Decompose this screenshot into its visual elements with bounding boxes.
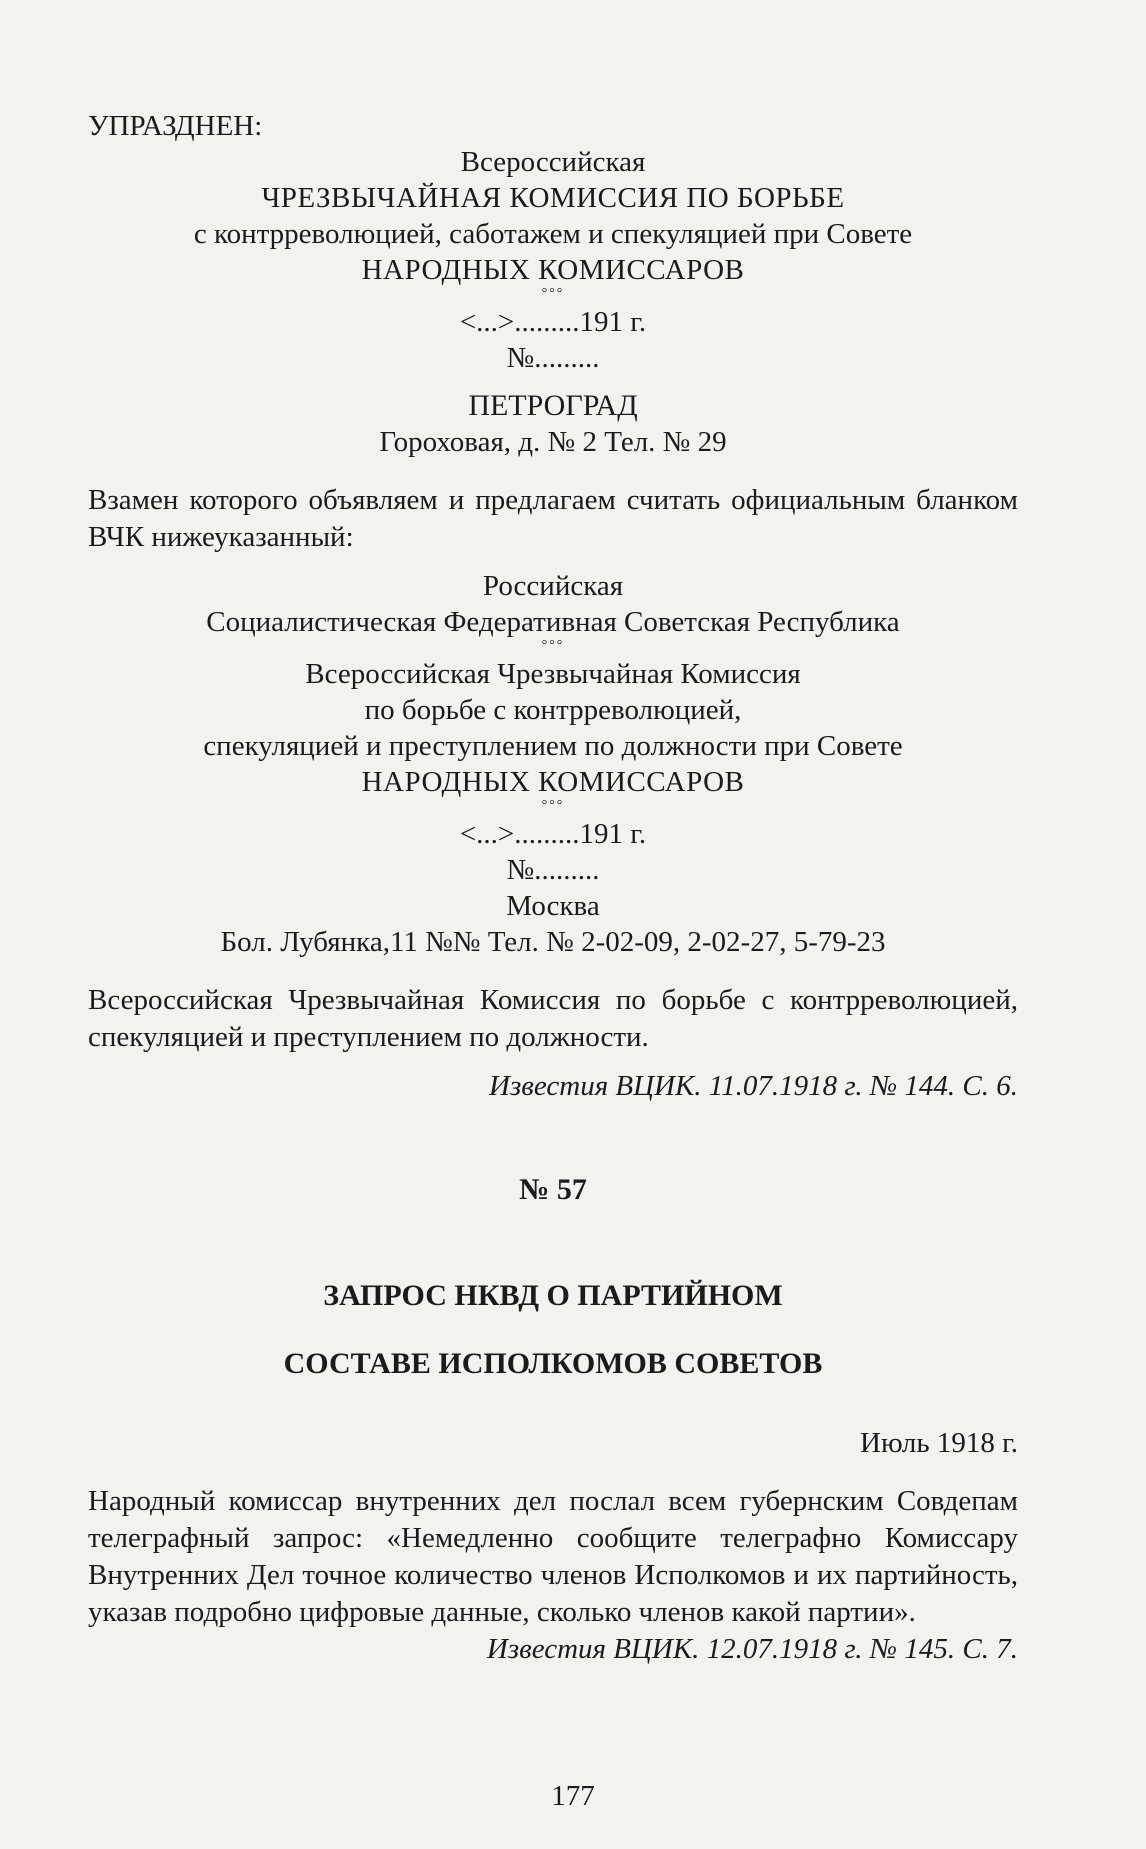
new-letterhead-separator1: °°°	[541, 638, 565, 653]
old-letterhead-city: ПЕТРОГРАД	[468, 389, 638, 422]
new-letterhead-date: <...>.........191 г.	[459, 818, 647, 850]
intro-paragraph: Взамен которого объявляем и предлагаем считать официальным бланком ВЧК нижеуказанный:	[88, 484, 1018, 553]
old-letterhead-date: <...>.........191 г.	[459, 306, 647, 338]
source-citation-2: Известия ВЦИК. 12.07.1918 г. № 145. С. 7.	[486, 1633, 1018, 1665]
old-letterhead-line3: с контрреволюцией, саботажем и спекуляцией при Совете	[193, 218, 913, 250]
document-body: Народный комиссар внутренних дел послал всем губернским Совдепам телеграфный запрос: «Немедленно сообщите телеграфно Комиссару Внутренних Дел точное количество членов Исполкомов и их партийность, указав подробно цифровые данные, сколько членов какой партии».	[88, 1485, 1018, 1628]
page-number: 177	[551, 1780, 595, 1812]
abolished-label: УПРАЗДНЕН:	[88, 110, 263, 142]
document-number-57: № 57	[519, 1173, 587, 1206]
new-letterhead-separator2: °°°	[541, 798, 565, 813]
new-letterhead-line4: по борьбе с контрреволюцией,	[364, 694, 742, 726]
new-letterhead-city: Москва	[506, 890, 600, 922]
old-letterhead	[88, 144, 1018, 460]
new-letterhead-line5: спекуляцией и преступлением по должности при Совете	[203, 730, 903, 762]
old-letterhead-address: Гороховая, д. № 2 Тел. № 29	[379, 426, 727, 458]
document-title-line2: СОСТАВЕ ИСПОЛКОМОВ СОВЕТОВ	[283, 1347, 823, 1380]
new-letterhead-address: Бол. Лубянка,11 №№ Тел. № 2-02-09, 2-02-27, 5-79-23	[220, 926, 886, 958]
document-date: Июль 1918 г.	[860, 1427, 1018, 1459]
old-letterhead-line2: ЧРЕЗВЫЧАЙНАЯ КОМИССИЯ ПО БОРЬБЕ	[261, 182, 845, 214]
document-title-line1: ЗАПРОС НКВД О ПАРТИЙНОМ	[323, 1279, 783, 1312]
old-letterhead-line1: Всероссийская	[460, 146, 646, 178]
new-letterhead-line6: НАРОДНЫХ КОМИССАРОВ	[361, 766, 745, 798]
new-letterhead-line2: Социалистическая Федеративная Советская Республика	[206, 606, 900, 638]
old-letterhead-line4: НАРОДНЫХ КОМИССАРОВ	[361, 254, 745, 286]
source-citation-1: Известия ВЦИК. 11.07.1918 г. № 144. С. 6.	[489, 1070, 1018, 1102]
old-letterhead-number: №.........	[506, 342, 600, 374]
new-letterhead	[88, 568, 1018, 960]
page-content	[88, 108, 1018, 1668]
new-letterhead-line3: Всероссийская Чрезвычайная Комиссия	[305, 658, 801, 690]
closing-paragraph: Всероссийская Чрезвычайная Комиссия по борьбе с контрреволюцией, спекуляцией и преступлением по должности.	[88, 984, 1018, 1053]
new-letterhead-line1: Российская	[482, 570, 624, 602]
old-letterhead-separator: °°°	[541, 286, 565, 301]
new-letterhead-number: №.........	[506, 854, 600, 886]
